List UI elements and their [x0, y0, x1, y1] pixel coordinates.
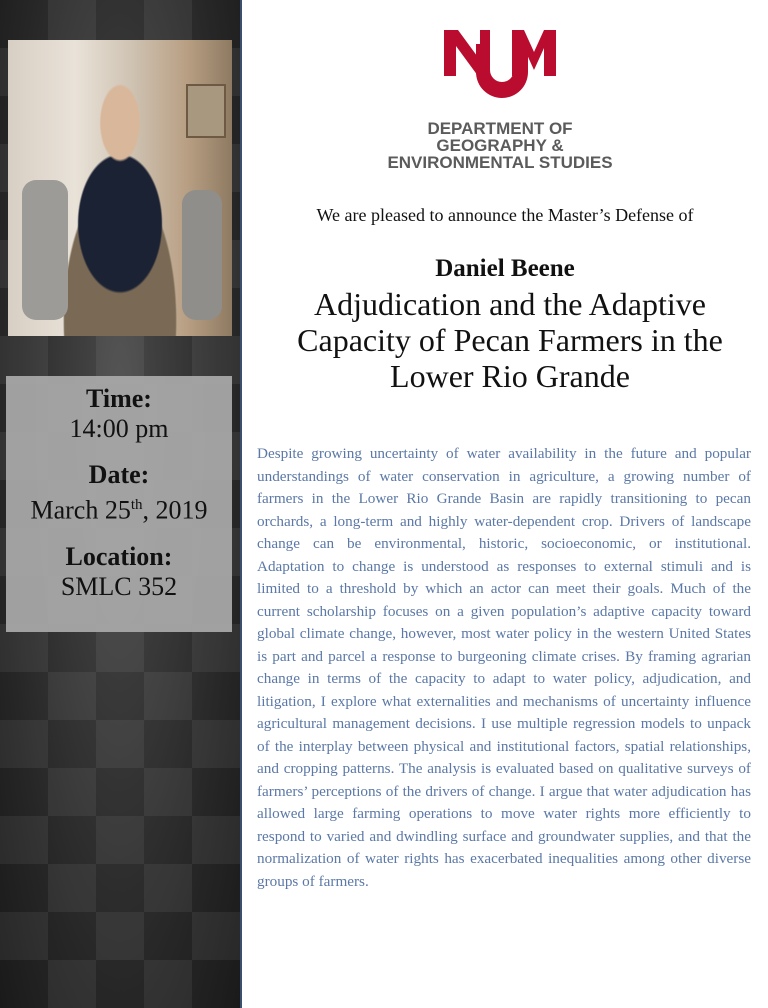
- announcement-text: We are pleased to announce the Master’s Defense of: [316, 205, 694, 225]
- chair-decoration: [182, 190, 222, 320]
- unm-logo: [442, 22, 562, 104]
- abstract-text: Despite growing uncertainty of water availability in the future and popular understandings of water conservation in agriculture, a growing number of farmers in the Lower Rio Grande Basin are rapidly transitioning to pecan orchards, a long-term and highly water-dependent crop. Drivers of landscape change can be environmental, historic, socioeconomic, or institutional. Adaptation to change is understood as responses to external stimuli and is limited to a threshold by which an actor can meet their goals. Much of the current scholarship focuses on a given population’s adaptive capacity toward global climate change, however, most water policy in the western United States is part and parcel a response to burgeoning climate crises. By framing agrarian change in terms of the capacity to adapt to water policy, adjudication, and litigation, I explore what externalities and mechanisms of uncertainty influence agricultural management decisions. I use multiple regression models to unpack of the interplay between physical and institutional factors, spatial relationships, and cropping patterns. The analysis is evaluated based on qualitative surveys of farmers’ perceptions of the drivers of change. I argue that water adjudication has allowed large farming operations to move water rights more efficiently to respond to varied and dwindling surface and groundwater supplies, and that the normalization of water rights has exacerbated inequalities among other diverse groups of farmers.: [257, 445, 751, 890]
- time-value: 14:00 pm: [69, 414, 169, 443]
- presenter-name: Daniel Beene: [435, 255, 575, 282]
- department-line: DEPARTMENT OF: [427, 119, 573, 138]
- date-label: Date:: [88, 460, 150, 489]
- presenter-photo: [8, 40, 232, 336]
- time-label: Time:: [86, 384, 152, 413]
- date-value: March 25th, 2019: [30, 495, 208, 525]
- thesis-title: Adjudication and the Adaptive Capacity of Pecan Farmers in the Lower Rio Grande: [297, 286, 723, 394]
- location-label: Location:: [65, 541, 173, 571]
- chair-decoration: [22, 180, 68, 320]
- department-line: GEOGRAPHY &: [436, 136, 564, 155]
- location-value: SMLC 352: [60, 571, 178, 601]
- department-line: ENVIRONMENTAL STUDIES: [387, 153, 613, 172]
- sidebar-panel: [0, 0, 242, 1008]
- event-details-box: [6, 376, 232, 632]
- wall-frame-decoration: [186, 84, 226, 138]
- department-name: [360, 120, 640, 171]
